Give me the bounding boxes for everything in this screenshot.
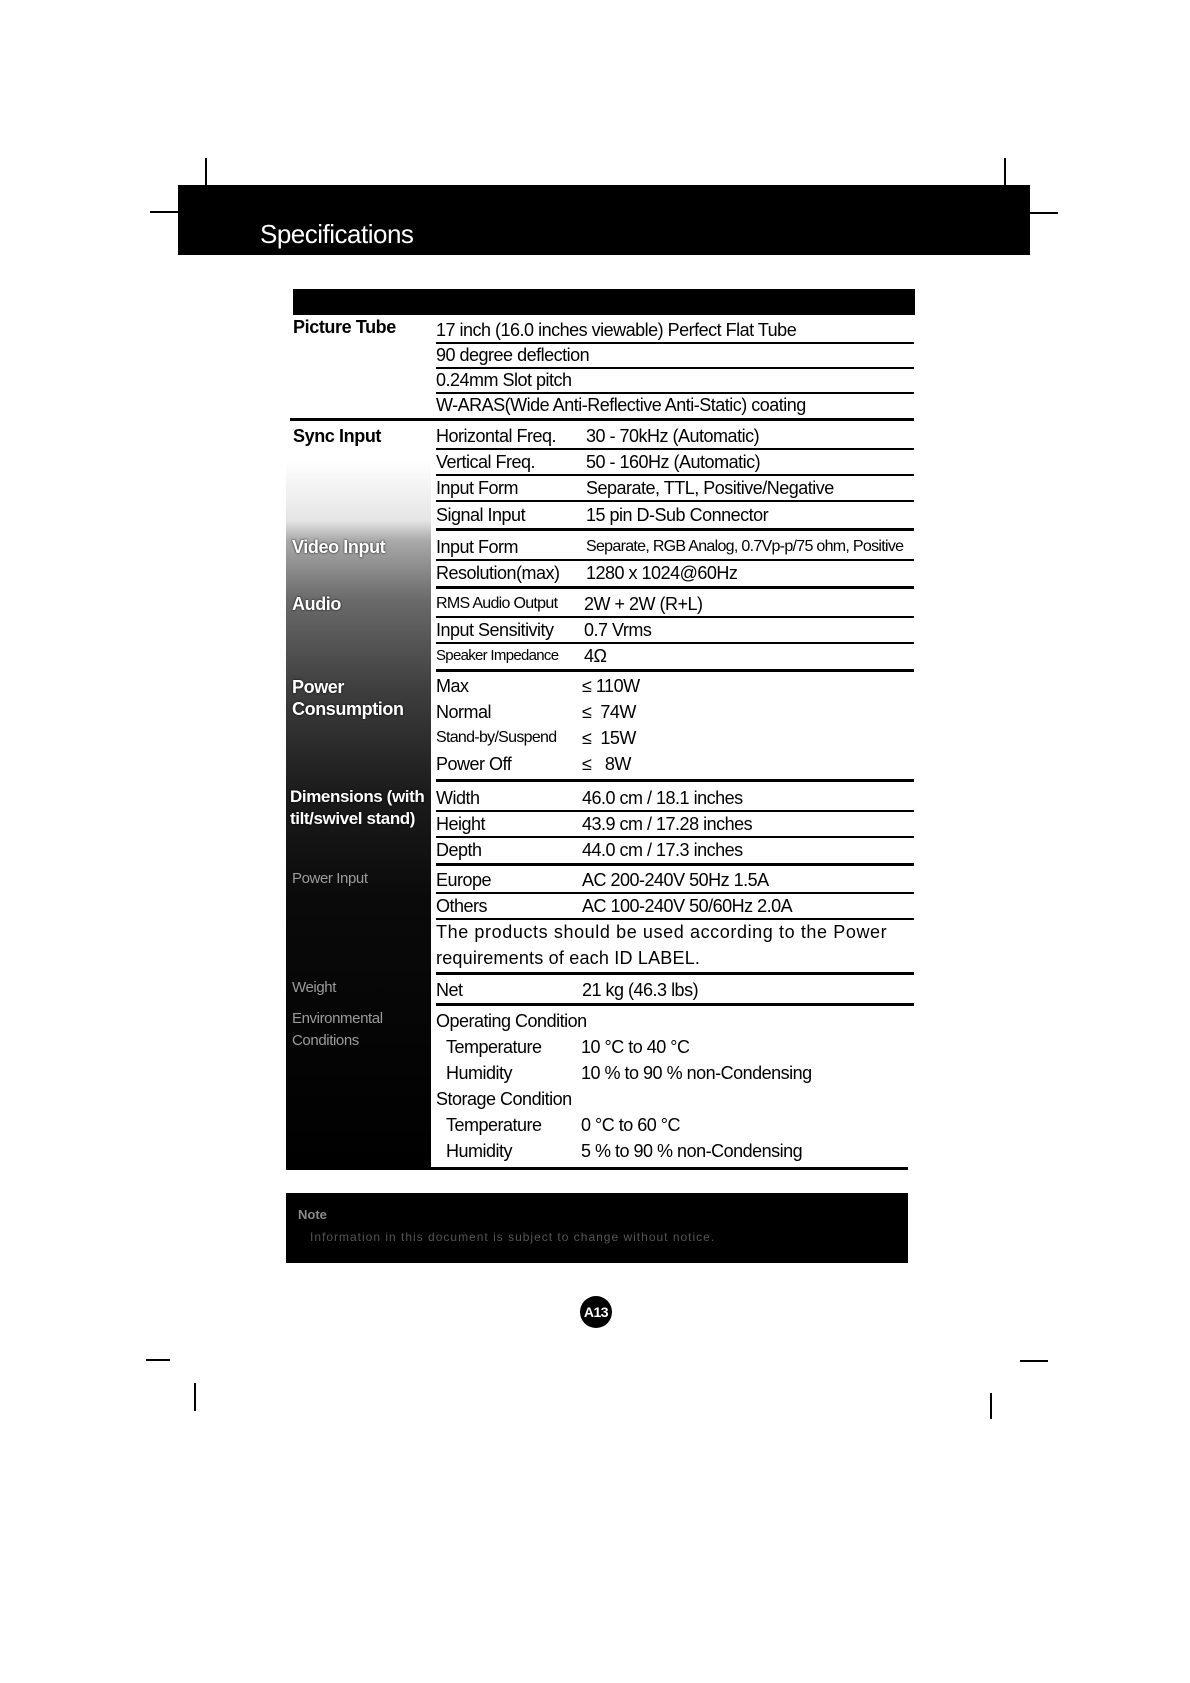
row-divider bbox=[436, 500, 914, 502]
table-bottom-rule bbox=[286, 1167, 908, 1170]
crop-mark bbox=[205, 158, 207, 186]
section-label-video-input: Video Input bbox=[292, 537, 386, 557]
section-label-power-consumption: Power Consumption bbox=[292, 677, 404, 719]
crop-mark bbox=[1030, 212, 1058, 214]
crop-mark bbox=[1020, 1360, 1048, 1362]
crop-mark bbox=[150, 211, 180, 213]
page-title: Specifications bbox=[260, 219, 414, 249]
section-label-dimensions: Dimensions (with tilt/swivel stand) bbox=[290, 787, 425, 828]
section-divider bbox=[436, 586, 914, 589]
section-label-environmental: Environmental Conditions bbox=[292, 1010, 383, 1049]
label-column bbox=[286, 520, 431, 1168]
section-label-picture-tube: Picture Tube bbox=[293, 317, 396, 337]
section-label-power-input: Power Input bbox=[292, 870, 368, 887]
section-divider bbox=[436, 1003, 914, 1006]
crop-mark bbox=[1004, 158, 1006, 186]
section-divider bbox=[436, 972, 914, 975]
section-divider bbox=[436, 863, 914, 866]
table-top-strip bbox=[293, 289, 915, 315]
note-box bbox=[286, 1193, 908, 1263]
header-bar bbox=[178, 185, 1030, 255]
section-label-sync-input: Sync Input bbox=[293, 426, 382, 446]
note-title: Note bbox=[298, 1207, 327, 1222]
section-divider bbox=[436, 779, 914, 782]
section-label-audio: Audio bbox=[292, 594, 341, 614]
note-text: Information in this document is subject to change without notice. bbox=[310, 1230, 716, 1244]
section-divider bbox=[290, 418, 914, 421]
section-divider bbox=[436, 669, 914, 672]
section-label-weight: Weight bbox=[292, 979, 337, 996]
page-number-badge: A13 bbox=[580, 1296, 612, 1328]
crop-mark bbox=[194, 1383, 196, 1411]
crop-mark bbox=[146, 1359, 170, 1361]
section-divider bbox=[436, 528, 914, 531]
crop-mark bbox=[990, 1393, 992, 1419]
label-column-fade bbox=[286, 460, 431, 522]
